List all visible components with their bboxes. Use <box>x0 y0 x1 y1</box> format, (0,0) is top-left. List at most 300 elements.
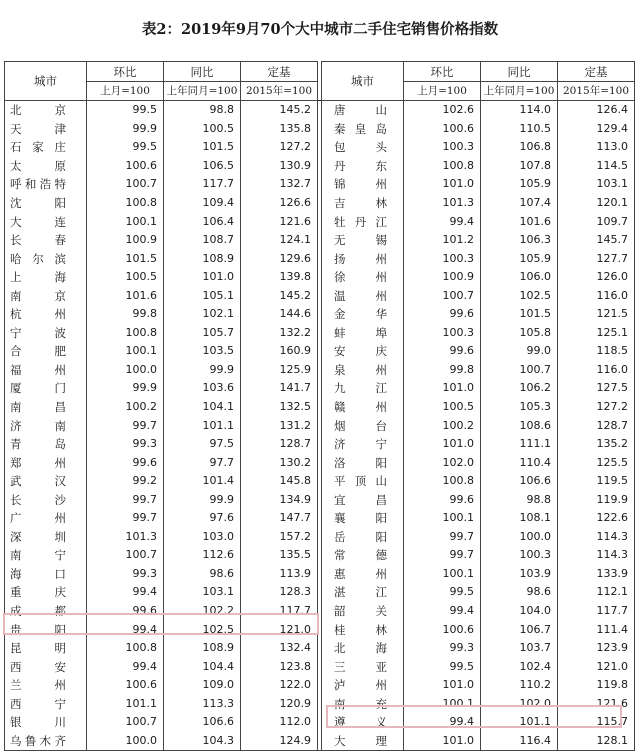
base-cell-right: 111.4 <box>558 620 635 639</box>
city-cell-right: 济宁 <box>322 435 404 454</box>
mom-cell-left: 99.6 <box>87 602 164 621</box>
mom-cell-right: 101.0 <box>404 732 481 751</box>
table-row <box>5 361 635 380</box>
city-cell-right: 温州 <box>322 286 404 305</box>
table-row <box>5 268 635 287</box>
base-cell-right: 121.6 <box>558 695 635 714</box>
city-cell-left: 乌鲁木齐 <box>5 732 87 751</box>
base-cell-right: 126.4 <box>558 101 635 120</box>
mom-cell-left: 100.1 <box>87 212 164 231</box>
city-cell-right: 吉林 <box>322 194 404 213</box>
yoy-cell-left: 104.4 <box>164 657 241 676</box>
yoy-cell-right: 110.4 <box>481 453 558 472</box>
mom-cell-right: 99.5 <box>404 657 481 676</box>
subheader-base-left: 2015年=100 <box>241 82 318 101</box>
table-row <box>5 286 635 305</box>
base-cell-left: 160.9 <box>241 342 318 361</box>
city-cell-right: 无锡 <box>322 231 404 250</box>
table-row <box>5 379 635 398</box>
base-cell-right: 125.1 <box>558 324 635 343</box>
city-cell-left: 重庆 <box>5 583 87 602</box>
city-cell-right: 徐州 <box>322 268 404 287</box>
base-cell-right: 119.5 <box>558 472 635 491</box>
city-cell-right: 桂林 <box>322 620 404 639</box>
yoy-cell-right: 103.9 <box>481 565 558 584</box>
base-cell-left: 127.2 <box>241 138 318 157</box>
city-cell-left: 深圳 <box>5 528 87 547</box>
city-cell-right: 韶关 <box>322 602 404 621</box>
base-cell-right: 114.3 <box>558 528 635 547</box>
base-cell-left: 145.2 <box>241 101 318 120</box>
yoy-cell-right: 102.0 <box>481 695 558 714</box>
yoy-cell-right: 107.4 <box>481 194 558 213</box>
table-row <box>5 676 635 695</box>
yoy-cell-right: 102.4 <box>481 657 558 676</box>
yoy-cell-right: 98.8 <box>481 490 558 509</box>
yoy-cell-left: 101.1 <box>164 416 241 435</box>
base-cell-left: 128.3 <box>241 583 318 602</box>
mom-cell-left: 99.7 <box>87 490 164 509</box>
base-cell-left: 124.9 <box>241 732 318 751</box>
yoy-cell-left: 113.3 <box>164 695 241 714</box>
base-cell-right: 103.1 <box>558 175 635 194</box>
city-cell-right: 南充 <box>322 695 404 714</box>
base-cell-right: 116.0 <box>558 361 635 380</box>
yoy-cell-left: 106.5 <box>164 157 241 176</box>
table-row <box>5 138 635 157</box>
city-cell-right: 唐山 <box>322 101 404 120</box>
mom-cell-right: 101.2 <box>404 231 481 250</box>
base-cell-right: 121.5 <box>558 305 635 324</box>
mom-cell-left: 100.5 <box>87 268 164 287</box>
table-row <box>5 249 635 268</box>
yoy-cell-left: 105.1 <box>164 286 241 305</box>
city-cell-right: 岳阳 <box>322 528 404 547</box>
city-cell-left: 西安 <box>5 657 87 676</box>
yoy-cell-left: 108.9 <box>164 639 241 658</box>
city-cell-left: 上海 <box>5 268 87 287</box>
base-cell-right: 109.7 <box>558 212 635 231</box>
mom-cell-right: 99.6 <box>404 490 481 509</box>
city-cell-right: 平顶山 <box>322 472 404 491</box>
table-row <box>5 546 635 565</box>
yoy-cell-right: 103.7 <box>481 639 558 658</box>
mom-cell-left: 100.8 <box>87 194 164 213</box>
base-cell-right: 122.6 <box>558 509 635 528</box>
mom-cell-left: 100.6 <box>87 676 164 695</box>
mom-cell-left: 99.3 <box>87 565 164 584</box>
city-cell-left: 厦门 <box>5 379 87 398</box>
table-row <box>5 713 635 732</box>
yoy-cell-right: 110.5 <box>481 120 558 139</box>
city-cell-right: 遵义 <box>322 713 404 732</box>
yoy-cell-right: 110.2 <box>481 676 558 695</box>
city-cell-left: 长沙 <box>5 490 87 509</box>
table-row <box>5 490 635 509</box>
subheader-yoy-left: 上年同月=100 <box>164 82 241 101</box>
base-cell-right: 125.5 <box>558 453 635 472</box>
base-cell-right: 113.0 <box>558 138 635 157</box>
yoy-cell-left: 109.0 <box>164 676 241 695</box>
mom-cell-left: 99.4 <box>87 657 164 676</box>
city-cell-left: 银川 <box>5 713 87 732</box>
base-cell-left: 147.7 <box>241 509 318 528</box>
base-cell-right: 115.7 <box>558 713 635 732</box>
base-cell-left: 145.2 <box>241 286 318 305</box>
yoy-cell-right: 108.6 <box>481 416 558 435</box>
mom-cell-left: 100.1 <box>87 342 164 361</box>
table-row <box>5 231 635 250</box>
mom-cell-left: 100.8 <box>87 639 164 658</box>
city-cell-left: 福州 <box>5 361 87 380</box>
mom-cell-right: 99.7 <box>404 546 481 565</box>
mom-cell-right: 101.0 <box>404 379 481 398</box>
city-cell-right: 安庆 <box>322 342 404 361</box>
mom-cell-right: 101.0 <box>404 435 481 454</box>
base-cell-right: 127.2 <box>558 398 635 417</box>
city-cell-left: 哈尔滨 <box>5 249 87 268</box>
base-cell-left: 130.9 <box>241 157 318 176</box>
base-cell-right: 127.7 <box>558 249 635 268</box>
table-row <box>5 324 635 343</box>
base-cell-right: 128.1 <box>558 732 635 751</box>
yoy-cell-left: 103.1 <box>164 583 241 602</box>
base-cell-left: 120.9 <box>241 695 318 714</box>
yoy-cell-right: 100.7 <box>481 361 558 380</box>
base-cell-left: 139.8 <box>241 268 318 287</box>
city-cell-right: 泸州 <box>322 676 404 695</box>
yoy-cell-left: 109.4 <box>164 194 241 213</box>
base-cell-left: 123.8 <box>241 657 318 676</box>
city-cell-left: 北京 <box>5 101 87 120</box>
base-cell-left: 132.2 <box>241 324 318 343</box>
subheader-mom-left: 上月=100 <box>87 82 164 101</box>
city-cell-right: 丹东 <box>322 157 404 176</box>
yoy-cell-left: 108.9 <box>164 249 241 268</box>
city-cell-left: 长春 <box>5 231 87 250</box>
yoy-cell-right: 106.8 <box>481 138 558 157</box>
yoy-cell-right: 114.0 <box>481 101 558 120</box>
base-cell-left: 132.4 <box>241 639 318 658</box>
base-cell-left: 128.7 <box>241 435 318 454</box>
yoy-cell-right: 106.6 <box>481 472 558 491</box>
mom-cell-left: 99.6 <box>87 453 164 472</box>
mom-cell-right: 100.1 <box>404 695 481 714</box>
mom-cell-left: 99.7 <box>87 416 164 435</box>
mom-cell-left: 99.5 <box>87 138 164 157</box>
base-cell-right: 133.9 <box>558 565 635 584</box>
yoy-cell-right: 101.1 <box>481 713 558 732</box>
base-cell-right: 119.9 <box>558 490 635 509</box>
city-cell-right: 赣州 <box>322 398 404 417</box>
base-cell-right: 127.5 <box>558 379 635 398</box>
base-cell-right: 129.4 <box>558 120 635 139</box>
city-cell-left: 兰州 <box>5 676 87 695</box>
yoy-cell-right: 101.6 <box>481 212 558 231</box>
yoy-cell-right: 100.0 <box>481 528 558 547</box>
table-row <box>5 528 635 547</box>
yoy-cell-left: 108.7 <box>164 231 241 250</box>
city-cell-left: 天津 <box>5 120 87 139</box>
table-row <box>5 398 635 417</box>
yoy-cell-left: 101.0 <box>164 268 241 287</box>
base-cell-left: 130.2 <box>241 453 318 472</box>
mom-cell-right: 100.5 <box>404 398 481 417</box>
mom-cell-right: 99.4 <box>404 713 481 732</box>
mom-cell-right: 99.3 <box>404 639 481 658</box>
mom-cell-right: 100.3 <box>404 249 481 268</box>
yoy-cell-right: 105.8 <box>481 324 558 343</box>
city-cell-right: 三亚 <box>322 657 404 676</box>
city-cell-left: 南宁 <box>5 546 87 565</box>
mom-cell-left: 99.5 <box>87 101 164 120</box>
yoy-cell-left: 102.1 <box>164 305 241 324</box>
base-cell-right: 117.7 <box>558 602 635 621</box>
yoy-cell-right: 111.1 <box>481 435 558 454</box>
yoy-cell-right: 105.9 <box>481 175 558 194</box>
mom-cell-left: 100.9 <box>87 231 164 250</box>
yoy-cell-right: 107.8 <box>481 157 558 176</box>
city-cell-right: 锦州 <box>322 175 404 194</box>
yoy-cell-right: 101.5 <box>481 305 558 324</box>
mom-cell-right: 100.7 <box>404 286 481 305</box>
table-row <box>5 453 635 472</box>
mom-cell-right: 100.3 <box>404 324 481 343</box>
base-cell-left: 126.6 <box>241 194 318 213</box>
city-cell-left: 武汉 <box>5 472 87 491</box>
header-yoy-right: 同比 <box>481 62 558 82</box>
city-cell-left: 杭州 <box>5 305 87 324</box>
base-cell-left: 134.9 <box>241 490 318 509</box>
table-row <box>5 565 635 584</box>
mom-cell-left: 100.7 <box>87 175 164 194</box>
yoy-cell-right: 106.7 <box>481 620 558 639</box>
mom-cell-right: 99.7 <box>404 528 481 547</box>
yoy-cell-left: 102.2 <box>164 602 241 621</box>
base-cell-right: 128.7 <box>558 416 635 435</box>
table-row <box>5 342 635 361</box>
yoy-cell-left: 103.6 <box>164 379 241 398</box>
mom-cell-left: 101.1 <box>87 695 164 714</box>
table-row <box>5 212 635 231</box>
mom-cell-right: 99.5 <box>404 583 481 602</box>
table-body <box>5 101 635 751</box>
yoy-cell-left: 106.6 <box>164 713 241 732</box>
mom-cell-left: 101.3 <box>87 528 164 547</box>
yoy-cell-right: 98.6 <box>481 583 558 602</box>
city-cell-left: 广州 <box>5 509 87 528</box>
city-cell-right: 泉州 <box>322 361 404 380</box>
city-cell-left: 郑州 <box>5 453 87 472</box>
base-cell-left: 157.2 <box>241 528 318 547</box>
base-cell-right: 112.1 <box>558 583 635 602</box>
mom-cell-left: 101.6 <box>87 286 164 305</box>
mom-cell-left: 99.2 <box>87 472 164 491</box>
city-cell-right: 宜昌 <box>322 490 404 509</box>
yoy-cell-left: 98.6 <box>164 565 241 584</box>
price-index-table <box>4 61 635 751</box>
mom-cell-left: 100.7 <box>87 713 164 732</box>
city-cell-right: 湛江 <box>322 583 404 602</box>
yoy-cell-left: 117.7 <box>164 175 241 194</box>
mom-cell-right: 100.9 <box>404 268 481 287</box>
yoy-cell-right: 106.0 <box>481 268 558 287</box>
base-cell-right: 135.2 <box>558 435 635 454</box>
city-cell-right: 扬州 <box>322 249 404 268</box>
city-cell-right: 襄阳 <box>322 509 404 528</box>
mom-cell-left: 100.2 <box>87 398 164 417</box>
base-cell-right: 114.3 <box>558 546 635 565</box>
base-cell-left: 135.5 <box>241 546 318 565</box>
base-cell-left: 125.9 <box>241 361 318 380</box>
yoy-cell-right: 105.9 <box>481 249 558 268</box>
city-cell-right: 金华 <box>322 305 404 324</box>
base-cell-right: 118.5 <box>558 342 635 361</box>
city-cell-left: 成都 <box>5 602 87 621</box>
yoy-cell-right: 106.2 <box>481 379 558 398</box>
table-row <box>5 120 635 139</box>
header-yoy-left: 同比 <box>164 62 241 82</box>
yoy-cell-left: 112.6 <box>164 546 241 565</box>
mom-cell-left: 100.7 <box>87 546 164 565</box>
city-cell-right: 常德 <box>322 546 404 565</box>
table-row <box>5 657 635 676</box>
mom-cell-left: 99.9 <box>87 120 164 139</box>
base-cell-left: 145.8 <box>241 472 318 491</box>
city-cell-left: 南京 <box>5 286 87 305</box>
table-row <box>5 435 635 454</box>
base-cell-left: 121.6 <box>241 212 318 231</box>
yoy-cell-right: 106.3 <box>481 231 558 250</box>
base-cell-left: 131.2 <box>241 416 318 435</box>
mom-cell-left: 99.9 <box>87 379 164 398</box>
city-cell-left: 贵阳 <box>5 620 87 639</box>
table-row <box>5 305 635 324</box>
city-cell-right: 北海 <box>322 639 404 658</box>
base-cell-left: 122.0 <box>241 676 318 695</box>
mom-cell-right: 100.3 <box>404 138 481 157</box>
header-mom-left: 环比 <box>87 62 164 82</box>
yoy-cell-left: 104.3 <box>164 732 241 751</box>
mom-cell-right: 102.6 <box>404 101 481 120</box>
mom-cell-right: 100.8 <box>404 157 481 176</box>
yoy-cell-left: 103.5 <box>164 342 241 361</box>
mom-cell-left: 100.8 <box>87 324 164 343</box>
base-cell-right: 145.7 <box>558 231 635 250</box>
city-cell-right: 烟台 <box>322 416 404 435</box>
base-cell-left: 144.6 <box>241 305 318 324</box>
mom-cell-right: 101.0 <box>404 676 481 695</box>
city-cell-left: 太原 <box>5 157 87 176</box>
subheader-yoy-right: 上年同月=100 <box>481 82 558 101</box>
base-cell-right: 123.9 <box>558 639 635 658</box>
base-cell-left: 132.5 <box>241 398 318 417</box>
subheader-mom-right: 上月=100 <box>404 82 481 101</box>
base-cell-left: 135.8 <box>241 120 318 139</box>
city-cell-left: 海口 <box>5 565 87 584</box>
city-cell-right: 九江 <box>322 379 404 398</box>
subheader-base-right: 2015年=100 <box>558 82 635 101</box>
table-row <box>5 695 635 714</box>
city-cell-left: 西宁 <box>5 695 87 714</box>
mom-cell-left: 99.7 <box>87 509 164 528</box>
city-cell-left: 青岛 <box>5 435 87 454</box>
city-cell-right: 惠州 <box>322 565 404 584</box>
city-cell-right: 洛阳 <box>322 453 404 472</box>
yoy-cell-left: 101.5 <box>164 138 241 157</box>
table-row <box>5 639 635 658</box>
city-cell-right: 蚌埠 <box>322 324 404 343</box>
table-row <box>5 620 635 639</box>
base-cell-left: 141.7 <box>241 379 318 398</box>
city-cell-left: 大连 <box>5 212 87 231</box>
table-row <box>5 583 635 602</box>
city-cell-left: 昆明 <box>5 639 87 658</box>
mom-cell-left: 101.5 <box>87 249 164 268</box>
yoy-cell-right: 116.4 <box>481 732 558 751</box>
header-mom-right: 环比 <box>404 62 481 82</box>
mom-cell-right: 100.1 <box>404 509 481 528</box>
mom-cell-right: 102.0 <box>404 453 481 472</box>
mom-cell-right: 99.6 <box>404 305 481 324</box>
city-cell-left: 宁波 <box>5 324 87 343</box>
mom-cell-left: 100.0 <box>87 732 164 751</box>
table-row <box>5 157 635 176</box>
yoy-cell-left: 104.1 <box>164 398 241 417</box>
city-cell-right: 包头 <box>322 138 404 157</box>
mom-cell-right: 99.4 <box>404 212 481 231</box>
yoy-cell-left: 100.5 <box>164 120 241 139</box>
base-cell-right: 116.0 <box>558 286 635 305</box>
base-cell-left: 113.9 <box>241 565 318 584</box>
mom-cell-right: 101.0 <box>404 175 481 194</box>
base-cell-right: 119.8 <box>558 676 635 695</box>
yoy-cell-left: 105.7 <box>164 324 241 343</box>
table-row <box>5 602 635 621</box>
yoy-cell-left: 97.7 <box>164 453 241 472</box>
mom-cell-left: 99.8 <box>87 305 164 324</box>
yoy-cell-left: 97.6 <box>164 509 241 528</box>
yoy-cell-left: 98.8 <box>164 101 241 120</box>
table-row <box>5 194 635 213</box>
mom-cell-right: 99.4 <box>404 602 481 621</box>
city-cell-left: 南昌 <box>5 398 87 417</box>
mom-cell-left: 99.3 <box>87 435 164 454</box>
mom-cell-left: 100.6 <box>87 157 164 176</box>
yoy-cell-right: 104.0 <box>481 602 558 621</box>
base-cell-right: 120.1 <box>558 194 635 213</box>
city-cell-right: 秦皇岛 <box>322 120 404 139</box>
city-cell-left: 呼和浩特 <box>5 175 87 194</box>
base-cell-left: 112.0 <box>241 713 318 732</box>
page-title: 表2：2019年9月70个大中城市二手住宅销售价格指数 <box>141 21 499 38</box>
header-city-right: 城市 <box>322 62 404 101</box>
yoy-cell-right: 105.3 <box>481 398 558 417</box>
mom-cell-right: 100.1 <box>404 565 481 584</box>
yoy-cell-left: 97.5 <box>164 435 241 454</box>
yoy-cell-right: 100.3 <box>481 546 558 565</box>
yoy-cell-left: 101.4 <box>164 472 241 491</box>
base-cell-left: 129.6 <box>241 249 318 268</box>
mom-cell-right: 100.2 <box>404 416 481 435</box>
base-cell-left: 117.7 <box>241 602 318 621</box>
table-row <box>5 101 635 120</box>
mom-cell-left: 100.0 <box>87 361 164 380</box>
base-cell-right: 114.5 <box>558 157 635 176</box>
mom-cell-right: 100.6 <box>404 620 481 639</box>
yoy-cell-left: 99.9 <box>164 490 241 509</box>
base-cell-left: 121.0 <box>241 620 318 639</box>
